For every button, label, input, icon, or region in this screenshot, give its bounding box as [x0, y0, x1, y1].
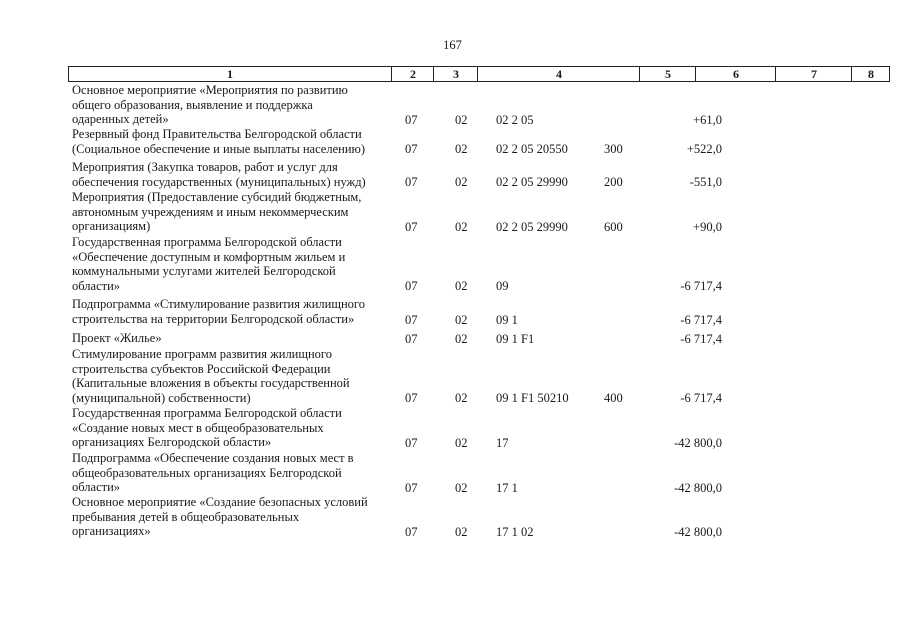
amount-value: +90,0 — [693, 220, 722, 234]
expense-type-code: 400 — [604, 391, 623, 405]
header-col-5: 5 — [639, 67, 696, 81]
header-col-1: 1 — [227, 67, 233, 81]
section-code: 07 — [405, 220, 418, 234]
subsection-code: 02 — [455, 142, 468, 156]
table-row — [72, 297, 892, 327]
subsection-code: 02 — [455, 175, 468, 189]
row-text-line: области» — [72, 480, 121, 495]
target-article-code: 09 1 — [496, 313, 518, 327]
amount-value: -551,0 — [689, 175, 722, 189]
section-code: 07 — [405, 481, 418, 495]
amount-value: +522,0 — [686, 142, 722, 156]
section-code: 07 — [405, 332, 418, 346]
section-code: 07 — [405, 525, 418, 539]
subsection-code: 02 — [455, 313, 468, 327]
amount-value: -6 717,4 — [680, 313, 722, 327]
section-code: 07 — [405, 313, 418, 327]
expense-type-code: 300 — [604, 142, 623, 156]
table-row — [72, 495, 892, 539]
row-text-line: организациях Белгородской области» — [72, 435, 272, 450]
row-text-line: (Капитальные вложения в объекты государственной — [72, 376, 350, 391]
row-text-line: пребывания детей в общеобразовательных — [72, 509, 300, 524]
target-article-code: 17 — [496, 436, 509, 450]
table-row — [72, 235, 892, 293]
row-description — [72, 235, 382, 293]
row-text-line: Стимулирование программ развития жилищного — [72, 347, 332, 361]
row-text-line: области» — [72, 278, 121, 293]
row-description — [72, 127, 382, 156]
amount-value: -6 717,4 — [680, 391, 722, 405]
amount-value: -42 800,0 — [674, 436, 722, 450]
row-text-line: (Социальное обеспечение и иные выплаты населению) — [72, 141, 366, 156]
row-text-line: общеобразовательных организациях Белгородской — [72, 465, 342, 480]
header-col-2: 2 — [391, 67, 434, 81]
table-row — [72, 406, 892, 450]
expense-type-code: 200 — [604, 175, 623, 189]
section-code: 07 — [405, 436, 418, 450]
subsection-code: 02 — [455, 391, 468, 405]
row-text-line: Основное мероприятие «Создание безопасных условий — [72, 495, 368, 509]
row-description — [72, 495, 382, 539]
target-article-code: 17 1 — [496, 481, 518, 495]
row-description — [72, 347, 382, 405]
table-header — [68, 66, 890, 82]
header-col-4: 4 — [477, 67, 640, 81]
table-row — [72, 160, 892, 189]
target-article-code: 02 2 05 20550 — [496, 142, 568, 156]
header-col-8: 8 — [851, 67, 890, 81]
table-row — [72, 127, 892, 156]
subsection-code: 02 — [455, 481, 468, 495]
amount-value: +61,0 — [693, 113, 722, 127]
section-code: 07 — [405, 142, 418, 156]
row-text-line: «Создание новых мест в общеобразовательных — [72, 420, 324, 435]
row-text-line: коммунальными услугами жителей Белгородской — [72, 264, 336, 279]
target-article-code: 02 2 05 29990 — [496, 220, 568, 234]
section-code: 07 — [405, 113, 418, 127]
header-col-7: 7 — [775, 67, 852, 81]
section-code: 07 — [405, 175, 418, 189]
amount-value: -42 800,0 — [674, 525, 722, 539]
page-number: 167 — [443, 38, 462, 52]
target-article-code: 09 — [496, 279, 509, 293]
row-description — [72, 160, 382, 189]
target-article-code: 02 2 05 29990 — [496, 175, 568, 189]
section-code: 07 — [405, 279, 418, 293]
row-text-line: Основное мероприятие «Мероприятия по развитию — [72, 83, 348, 97]
row-text-line: строительства на территории Белгородской области» — [72, 311, 355, 326]
row-text-line: Подпрограмма «Обеспечение создания новых мест в — [72, 451, 354, 465]
subsection-code: 02 — [455, 220, 468, 234]
row-description — [72, 406, 382, 450]
subsection-code: 02 — [455, 279, 468, 293]
row-description — [72, 190, 382, 234]
table-row — [72, 347, 892, 405]
amount-value: -6 717,4 — [680, 332, 722, 346]
row-text-line: (муниципальной) собственности) — [72, 390, 251, 405]
row-text-line: организациям) — [72, 219, 151, 234]
target-article-code: 09 1 F1 — [496, 332, 535, 346]
row-text-line: обеспечения государственных (муниципальных) нужд) — [72, 174, 366, 189]
row-text-line: Подпрограмма «Стимулирование развития жилищного — [72, 297, 365, 311]
expense-type-code: 600 — [604, 220, 623, 234]
table-row — [72, 331, 892, 346]
subsection-code: 02 — [455, 436, 468, 450]
row-text-line: Проект «Жилье» — [72, 331, 162, 345]
row-text-line: одаренных детей» — [72, 112, 169, 127]
row-text-line: строительства субъектов Российской Федерации — [72, 361, 331, 376]
row-text-line: автономным учреждениям и иным некоммерческим — [72, 204, 349, 219]
row-description — [72, 297, 382, 326]
row-description — [72, 451, 382, 495]
target-article-code: 02 2 05 — [496, 113, 534, 127]
row-text-line: Мероприятия (Закупка товаров, работ и услуг для — [72, 160, 338, 174]
subsection-code: 02 — [455, 113, 468, 127]
table-row — [72, 451, 892, 495]
row-text-line: Государственная программа Белгородской области — [72, 406, 342, 420]
amount-value: -6 717,4 — [680, 279, 722, 293]
row-text-line: организациях» — [72, 524, 151, 539]
target-article-code: 17 1 02 — [496, 525, 534, 539]
amount-value: -42 800,0 — [674, 481, 722, 495]
row-text-line: общего образования, выявление и поддержка — [72, 97, 313, 112]
subsection-code: 02 — [455, 332, 468, 346]
row-text-line: Государственная программа Белгородской области — [72, 235, 342, 249]
table-row — [72, 83, 892, 127]
section-code: 07 — [405, 391, 418, 405]
row-text-line: Мероприятия (Предоставление субсидий бюджетным, — [72, 190, 362, 204]
row-text-line: Резервный фонд Правительства Белгородской области — [72, 127, 362, 141]
header-col-6: 6 — [695, 67, 776, 81]
target-article-code: 09 1 F1 50210 — [496, 391, 569, 405]
row-description — [72, 331, 382, 346]
table-row — [72, 190, 892, 234]
header-col-3: 3 — [433, 67, 478, 81]
row-text-line: «Обеспечение доступным и комфортным жильем и — [72, 249, 346, 264]
row-description — [72, 83, 382, 127]
subsection-code: 02 — [455, 525, 468, 539]
